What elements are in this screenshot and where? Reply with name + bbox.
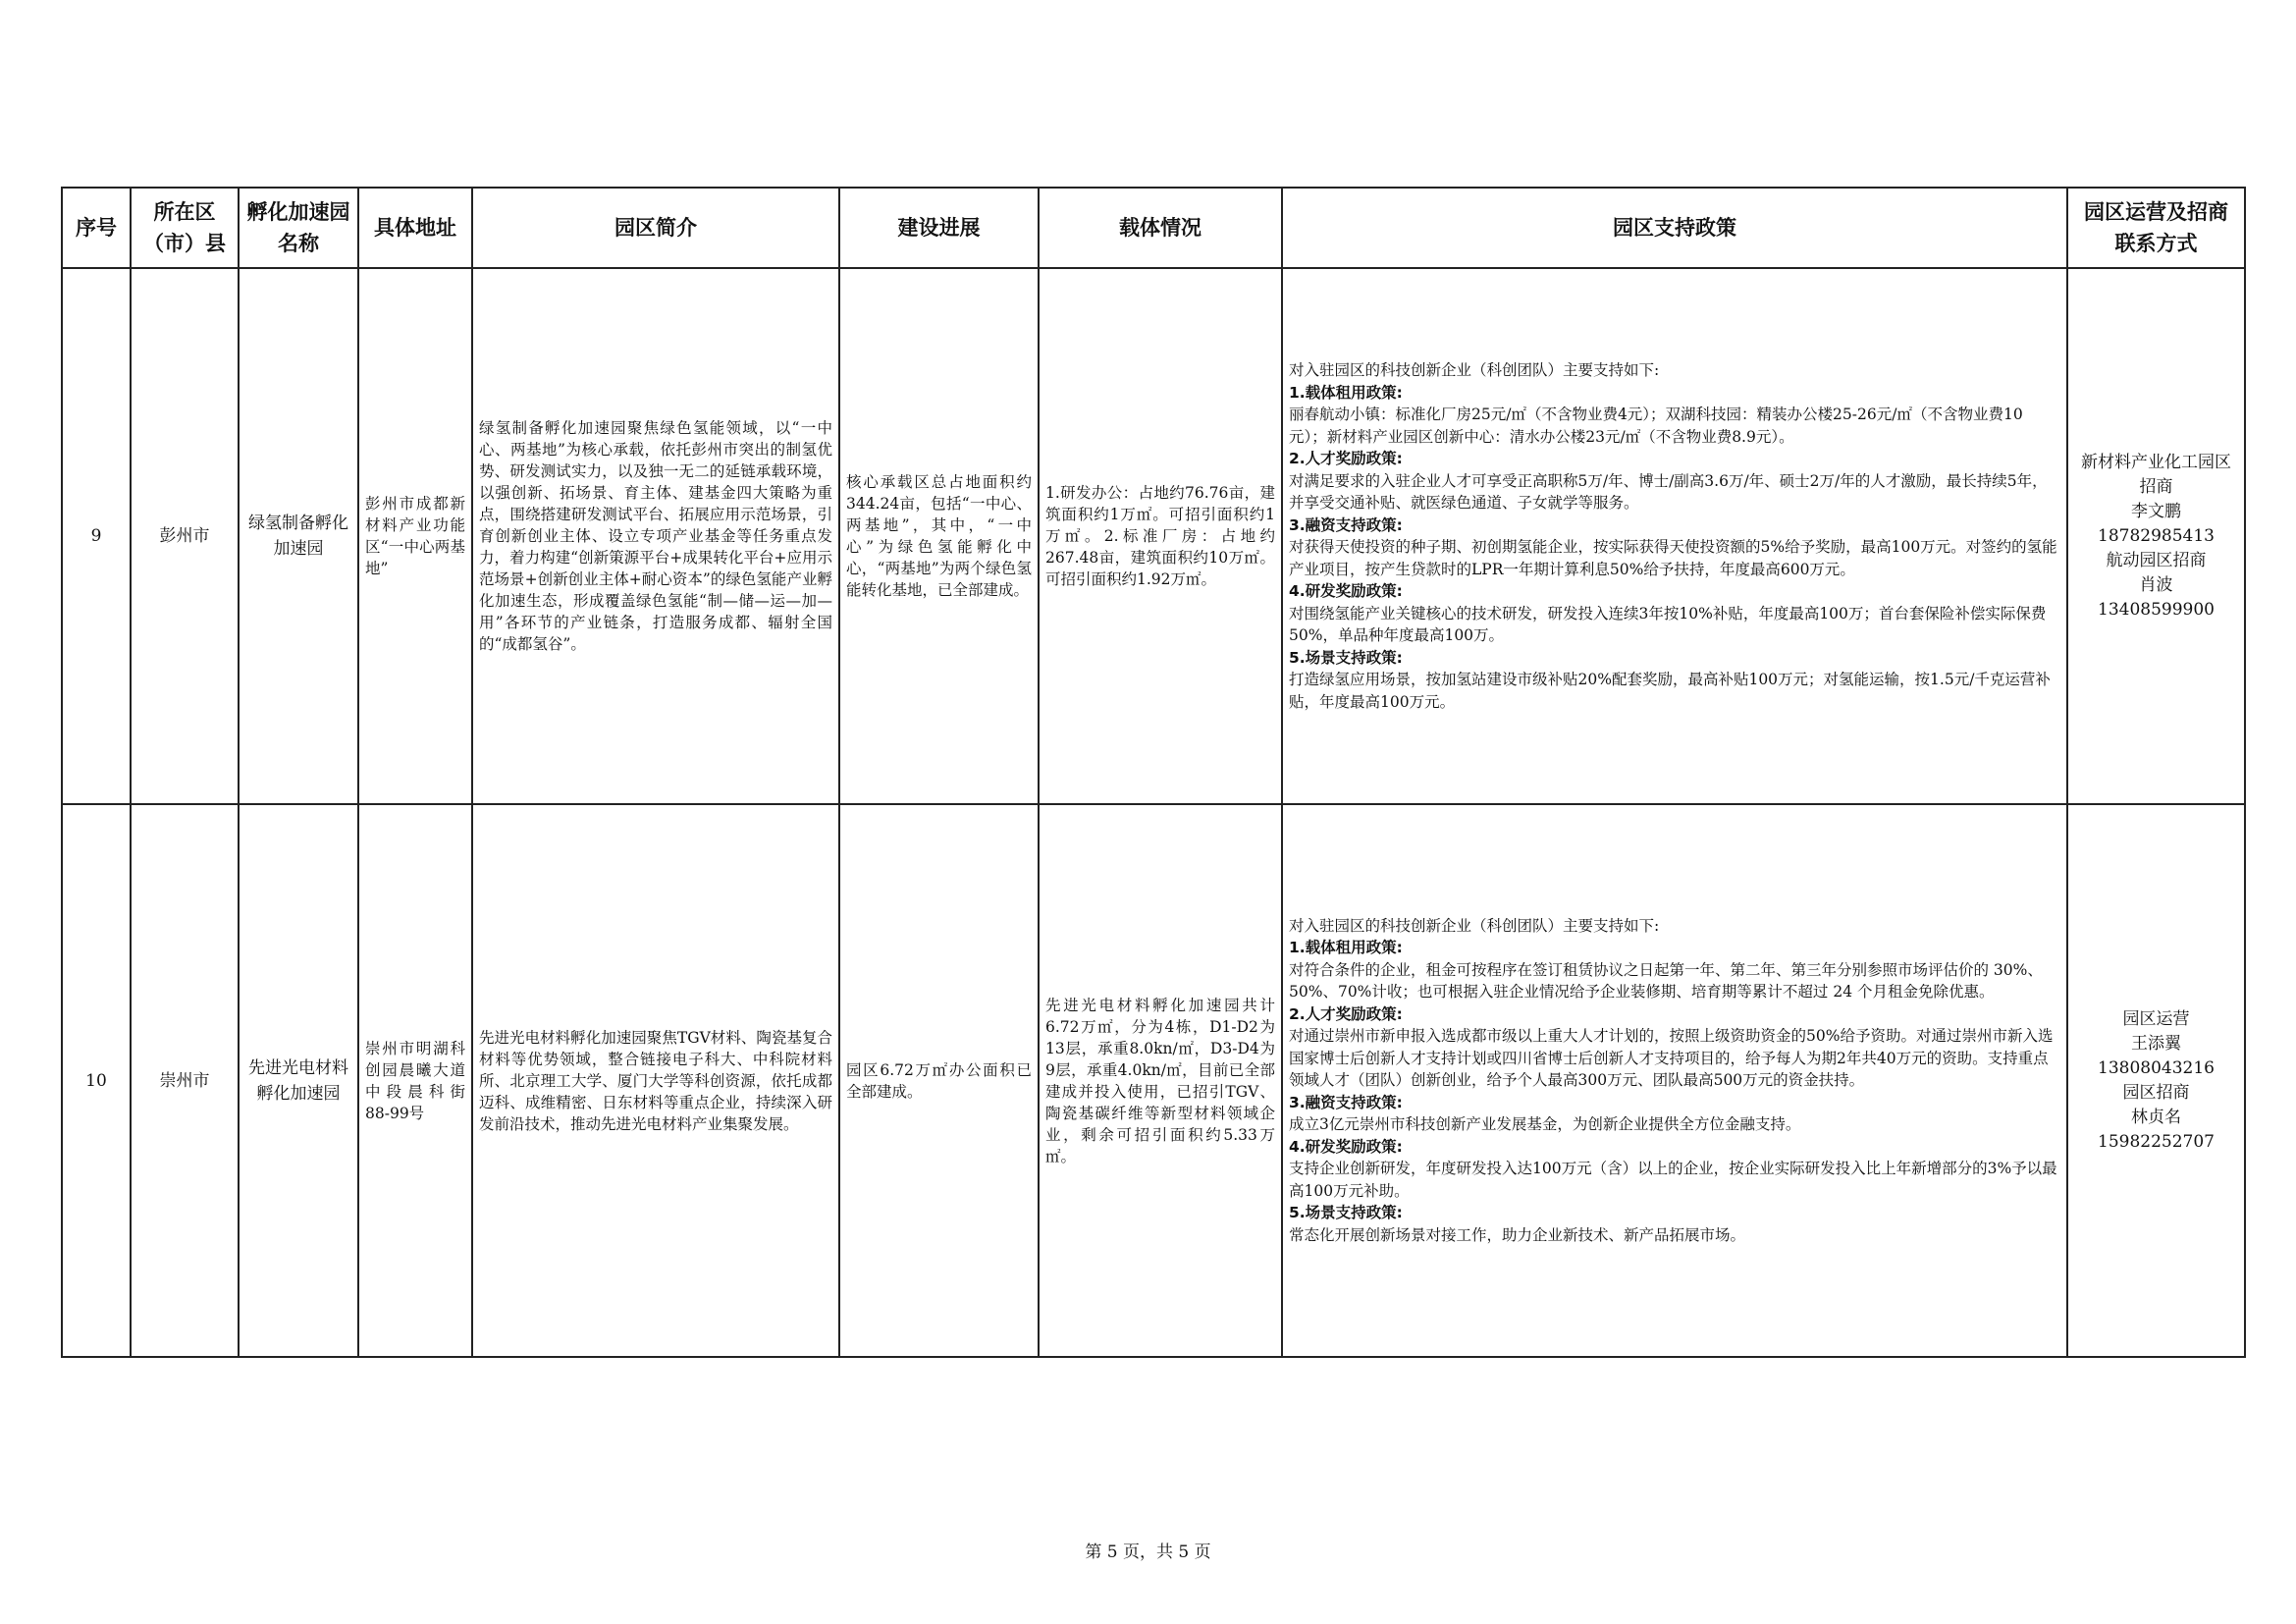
- contact-phone: 18782985413: [2098, 525, 2215, 546]
- contact-line: 林贞名: [2131, 1107, 2181, 1127]
- row-contact: [2067, 268, 2245, 804]
- policy-heading: 4.研发奖励政策:: [1289, 582, 1403, 600]
- header-name: 孵化加速园名称: [239, 188, 358, 268]
- header-seq: 序号: [62, 188, 131, 268]
- policy-heading: 2.人才奖励政策:: [1289, 1004, 1403, 1023]
- policy-text: 对围绕氢能产业关键核心的技术研发，研发投入连续3年按10%补贴，年度最高100万；首台套保险补偿实际保费50%，单品种年度最高100万。: [1289, 604, 2047, 644]
- contact-line: 园区招商: [2122, 1082, 2190, 1103]
- policy-text: 对获得天使投资的种子期、初创期氢能企业，按实际获得天使投资额的5%给予奖励，最高100万元。对签约的氢能产业项目，按产生贷款时的LPR一年期计算利息50%给予扶持，年度最高600万元。: [1289, 538, 2057, 578]
- policy-intro: 对入驻园区的科技创新企业（科创团队）主要支持如下:: [1289, 361, 1660, 379]
- contact-line: 园区运营: [2122, 1008, 2190, 1029]
- policy-heading: 3.融资支持政策:: [1289, 515, 1403, 534]
- policy-text: 成立3亿元崇州市科技创新产业发展基金，为创新企业提供全方位金融支持。: [1289, 1115, 1801, 1134]
- row-district: 崇州市: [131, 804, 239, 1357]
- row-address: 崇州市明湖科创园晨曦大道中段晨科街88-99号: [358, 804, 472, 1357]
- policy-text: 常态化开展创新场景对接工作，助力企业新技术、新产品拓展市场。: [1289, 1225, 1746, 1244]
- policy-heading: 3.融资支持政策:: [1289, 1093, 1403, 1111]
- policy-text: 对符合条件的企业，租金可按程序在签订租赁协议之日起第一年、第二年、第三年分别参照市场评估价的 30%、50%、70%计收；也可根据入驻企业情况给予企业装修期、培育期等累计不超过 24 个月租金免除优惠。: [1289, 960, 2043, 1001]
- policy-heading: 4.研发奖励政策:: [1289, 1137, 1403, 1156]
- row-carrier: 1.研发办公：占地约76.76亩，建筑面积约1万㎡。可招引面积约1万㎡。2.标准厂房：占地约267.48亩，建筑面积约10万㎡。可招引面积约1.92万㎡。: [1039, 268, 1282, 804]
- header-progress: 建设进展: [839, 188, 1039, 268]
- row-park-name: 绿氢制备孵化加速园: [239, 268, 358, 804]
- row-carrier: 先进光电材料孵化加速园共计6.72万㎡，分为4栋，D1-D2为13层，承重8.0kn/㎡，D3-D4为9层，承重4.0kn/㎡，目前已全部建成并投入使用，已招引TGV、陶瓷基碳纤维等新型材料领域企业，剩余可招引面积约5.33万㎡。: [1039, 804, 1282, 1357]
- header-intro: 园区简介: [472, 188, 839, 268]
- row-policy: [1282, 804, 2067, 1357]
- contact-line: 新材料产业化工园区招商: [2081, 452, 2231, 497]
- header-policy: 园区支持政策: [1282, 188, 2067, 268]
- contact-line: 王添翼: [2131, 1033, 2181, 1054]
- row-progress: 核心承载区总占地面积约344.24亩，包括“一中心、两基地”，其中，“一中心”为绿色氢能孵化中心，“两基地”为两个绿色氢能转化基地，已全部建成。: [839, 268, 1039, 804]
- row-progress: 园区6.72万㎡办公面积已全部建成。: [839, 804, 1039, 1357]
- row-contact: [2067, 804, 2245, 1357]
- table-row: [62, 804, 2245, 1357]
- header-address: 具体地址: [358, 188, 472, 268]
- policy-intro: 对入驻园区的科技创新企业（科创团队）主要支持如下:: [1289, 916, 1660, 935]
- contact-line: 李文鹏: [2131, 501, 2181, 521]
- policy-heading: 5.场景支持政策:: [1289, 1204, 1403, 1222]
- header-contact: 园区运营及招商联系方式: [2067, 188, 2245, 268]
- policy-text: 对满足要求的入驻企业人才可享受正高职称5万/年、博士/副高3.6万/年、硕士2万/年的人才激励，最长持续5年，并享受交通补贴、就医绿色通道、子女就学等服务。: [1289, 471, 2048, 512]
- contact-phone: 15982252707: [2098, 1131, 2215, 1152]
- header-carrier: 载体情况: [1039, 188, 1282, 268]
- contact-phone: 13408599900: [2098, 599, 2215, 620]
- row-intro: 绿氢制备孵化加速园聚焦绿色氢能领域，以“一中心、两基地”为核心承载，依托彭州市突出的制氢优势、研发测试实力，以及独一无二的延链承载环境，以强创新、拓场景、育主体、建基金四大策略为重点，围绕搭建研发测试平台、拓展应用示范场景，引育创新创业主体、设立专项产业基金等任务重点发力，着力构建“创新策源平台+成果转化平台+应用示范场景+创新创业主体+耐心资本”的绿色氢能产业孵化加速生态，形成覆盖绿色氢能“制—储—运—加—用”各环节的产业链条，打造服务成都、辐射全国的“成都氢谷”。: [472, 268, 839, 804]
- policy-heading: 1.载体租用政策:: [1289, 939, 1403, 957]
- contact-line: 航动园区招商: [2106, 550, 2207, 570]
- contact-line: 肖波: [2139, 574, 2173, 595]
- header-district: 所在区（市）县: [131, 188, 239, 268]
- policy-text: 打造绿氢应用场景，按加氢站建设市级补贴20%配套奖励，最高补贴100万元；对氢能运输，按1.5元/千克运营补贴，年度最高100万元。: [1289, 671, 2051, 711]
- row-park-name: 先进光电材料孵化加速园: [239, 804, 358, 1357]
- row-policy: [1282, 268, 2067, 804]
- row-seq: 9: [62, 268, 131, 804]
- policy-heading: 1.载体租用政策:: [1289, 383, 1403, 402]
- policy-text: 丽春航动小镇：标准化厂房25元/㎡（不含物业费4元）；双湖科技园：精装办公楼25-26元/㎡（不含物业费10元）；新材料产业园区创新中心：清水办公楼23元/㎡（不含物业费8.9元）。: [1289, 406, 2023, 446]
- row-district: 彭州市: [131, 268, 239, 804]
- policy-heading: 2.人才奖励政策:: [1289, 450, 1403, 467]
- incubator-table: [61, 187, 2246, 1358]
- row-seq: 10: [62, 804, 131, 1357]
- row-intro: 先进光电材料孵化加速园聚焦TGV材料、陶瓷基复合材料等优势领域，整合链接电子科大、中科院材料所、北京理工大学、厦门大学等科创资源，依托成都迈科、成维精密、日东材料等重点企业，持续深入研发前沿技术，推动先进光电材料产业集聚发展。: [472, 804, 839, 1357]
- table-row: [62, 268, 2245, 804]
- policy-heading: 5.场景支持政策:: [1289, 648, 1403, 667]
- header-row: [62, 188, 2245, 268]
- row-address: 彭州市成都新材料产业功能区“一中心两基地”: [358, 268, 472, 804]
- policy-text: 支持企业创新研发，年度研发投入达100万元（含）以上的企业，按企业实际研发投入比上年新增部分的3%予以最高100万元补助。: [1289, 1160, 2057, 1200]
- page-footer: 第 5 页，共 5 页: [1085, 1543, 1211, 1562]
- contact-phone: 13808043216: [2098, 1057, 2215, 1078]
- policy-text: 对通过崇州市新申报入选成都市级以上重大人才计划的，按照上级资助资金的50%给予资助。对通过崇州市新入选国家博士后创新人才支持计划或四川省博士后创新人才支持项目的，给予每人为期2年共40万元的资助。支持重点领域人才（团队）创新创业，给予个人最高300万元、团队最高500万元的资金扶持。: [1289, 1027, 2054, 1090]
